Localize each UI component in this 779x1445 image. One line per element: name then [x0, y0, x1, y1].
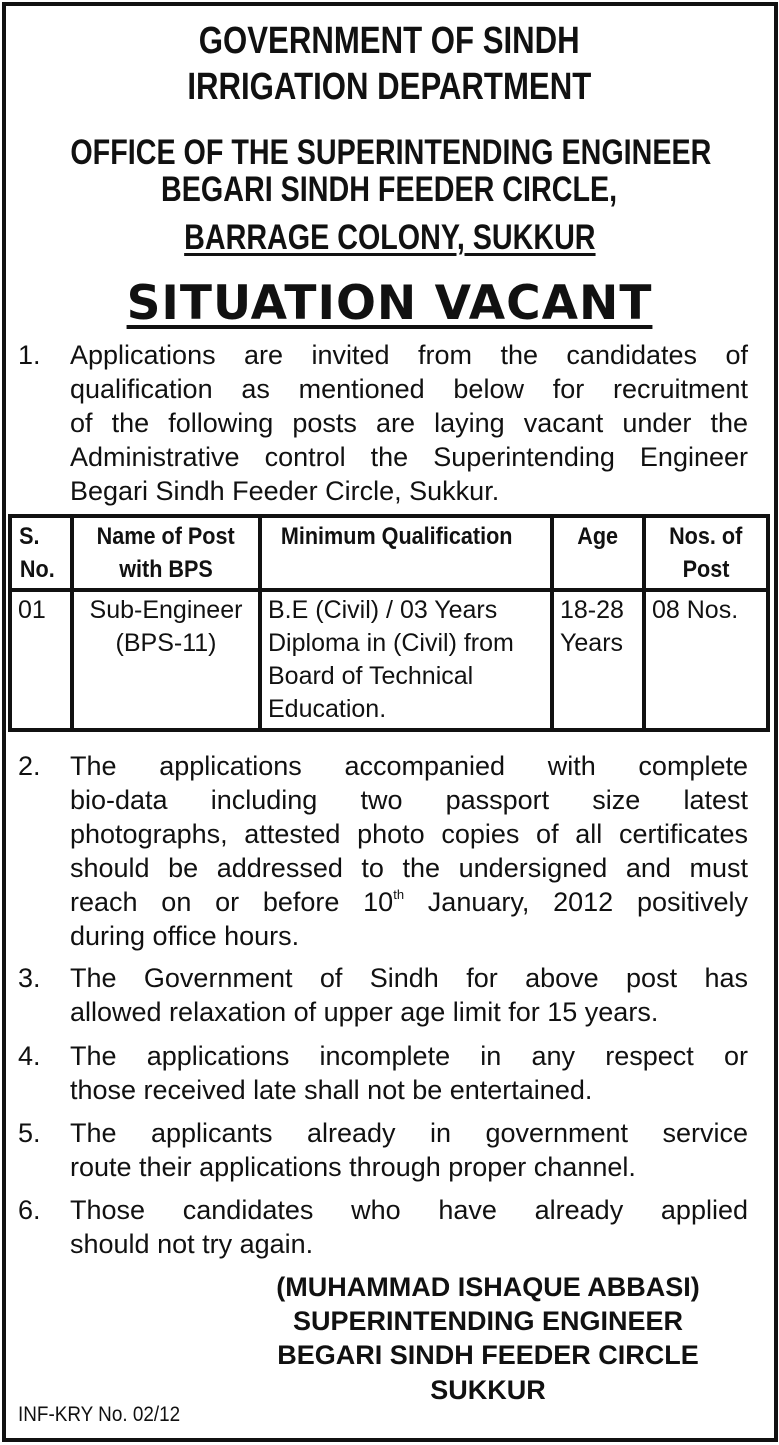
header-circle: BEGARI SINDH FEEDER CIRCLE,: [161, 170, 618, 209]
signatory-name: (MUHAMMAD ISHAQUE ABBASI): [276, 1272, 700, 1302]
signatory-circle: BEGARI SINDH FEEDER CIRCLE: [277, 1340, 699, 1370]
vacancy-table: [8, 514, 770, 732]
header-department: IRRIGATION DEPARTMENT: [187, 66, 592, 108]
reference-number: INF-KRY No. 02/12: [18, 1403, 181, 1426]
header-office: OFFICE OF THE SUPERINTENDING ENGINEER: [70, 133, 712, 172]
signatory-designation: SUPERINTENDING ENGINEER: [292, 1306, 684, 1336]
table-header-row: S. No. Name of Post with BPS Minimum Qualification Age Nos. of Post: [10, 516, 768, 590]
header-address: BARRAGE COLONY, SUKKUR: [183, 218, 596, 257]
paragraph-4: 4. The applications incomplete in any respect or those received late shall not be entertained.: [18, 1041, 748, 1105]
paragraph-5: 5. The applicants already in government service route their applications through proper channel.: [18, 1118, 748, 1182]
paragraph-1: 1. Applications are invited from the candidates of qualification as mentioned below for recruitment of the following posts are laying vacant under the Administrative control the Superintending Engineer Begari Sindh Feeder Circle, Sukkur.: [18, 340, 748, 506]
paragraph-6: 6. Those candidates who have already applied should not try again.: [18, 1195, 748, 1259]
signatory-city: SUKKUR: [430, 1375, 546, 1405]
paragraph-2: 2. The applications accompanied with complete bio-data including two passport size latest photographs, attested photo copies of all certificates should be addressed to the undersigned and must reach on or before 10th January, 2012 positively during office hours.: [18, 751, 748, 951]
paragraph-3: 3. The Government of Sindh for above post has allowed relaxation of upper age limit for 15 years.: [18, 963, 748, 1027]
page-title: SITUATION VACANT: [126, 276, 653, 331]
table-row: 01 Sub-Engineer (BPS-11) B.E (Civil) / 03 Years Diploma in (Civil) from Board of Technical Education. 18-28 Years 08 Nos.: [10, 590, 768, 730]
header-government: GOVERNMENT OF SINDH: [199, 20, 580, 62]
